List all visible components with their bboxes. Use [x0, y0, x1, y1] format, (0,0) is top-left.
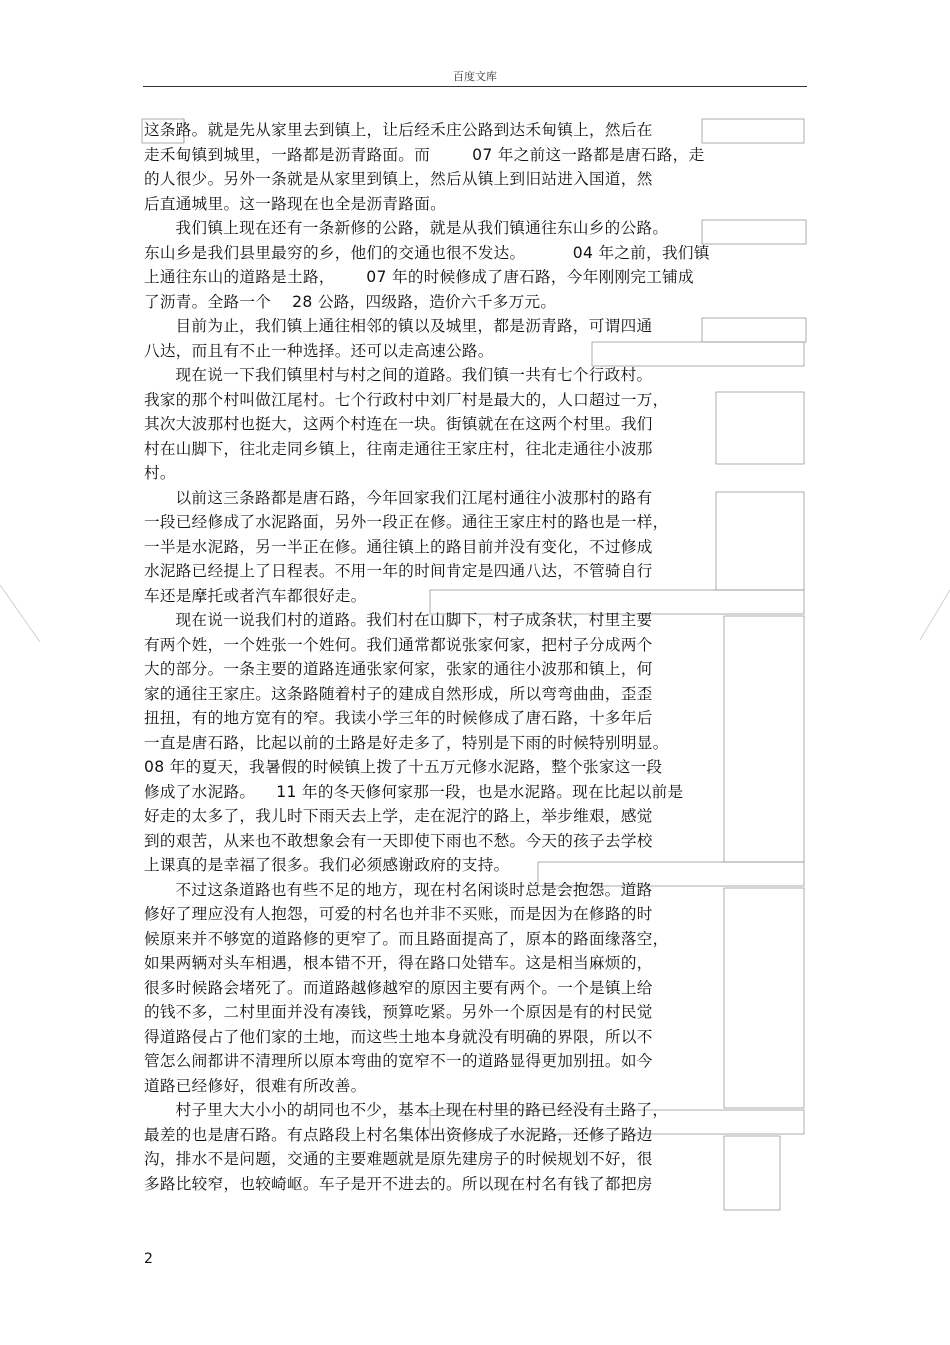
text-line: 一半是水泥路，另一半正在修。通往镇上的路目前并没有变化，不过修成 — [144, 537, 653, 556]
text-line: 上通往东山的道路是土路， 07 年的时候修成了唐石路，今年刚刚完工铺成 — [144, 268, 694, 286]
text-line: 08 年的夏天，我暑假的时候镇上拨了十五万元修水泥路，整个张家这一段 — [144, 758, 663, 776]
text-line: 东山乡是我们县里最穷的乡，他们的交通也很不发达。 04 年之前，我们镇 — [144, 243, 710, 262]
text-line: 好走的太多了，我儿时下雨天去上学，走在泥泞的路上，举步维艰，感觉 — [144, 807, 653, 825]
text-line: 了沥青。全路一个 28 公路，四级路，造价六千多万元。 — [144, 292, 557, 311]
text-line: 八达，而且有不止一种选择。还可以走高速公路。 — [144, 341, 494, 360]
header-rule — [143, 86, 807, 87]
text-line: 这条路。就是先从家里去到镇上，让后经禾庄公路到达禾甸镇上，然后在 — [144, 121, 653, 139]
text-line: 大的部分。一条主要的道路连通张家何家，张家的通往小波那和镇上，何 — [144, 660, 653, 678]
text-line: 一段已经修成了水泥路面，另外一段正在修。通往王家庄村的路也是一样， — [144, 513, 669, 531]
text-line: 后直通城里。这一路现在也全是沥青路面。 — [144, 194, 446, 213]
text-line: 道路已经修好，很难有所改善。 — [144, 1076, 367, 1095]
text-line: 水泥路已经提上了日程表。不用一年的时间肯定是四通八达，不管骑自行 — [144, 562, 653, 580]
page-header: 百度文库 — [453, 70, 497, 83]
text-line: 到的艰苦，从来也不敢想象会有一天即使下雨也不愁。今天的孩子去学校 — [144, 831, 653, 850]
text-line: 走禾甸镇到城里，一路都是沥青路面。而 07 年之前这一路都是唐石路，走 — [144, 145, 705, 164]
page-number: 2 — [144, 1251, 153, 1267]
text-line: 村。 — [144, 464, 176, 482]
text-line: 其次大波那村也挺大，这两个村连在一块。街镇就在在这两个村里。我们 — [144, 415, 653, 433]
text-line: 的人很少。另外一条就是从家里到镇上，然后从镇上到旧站进入国道，然 — [144, 170, 653, 188]
text-line: 我家的那个村叫做江尾村。七个行政村中刘厂村是最大的，人口超过一万， — [144, 390, 669, 409]
text-line: 修成了水泥路。 11 年的冬天修何家那一段，也是水泥路。现在比起以前是 — [144, 782, 684, 801]
text-line: 我们镇上现在还有一条新修的公路，就是从我们镇通往东山乡的公路。 — [144, 219, 669, 237]
text-line: 得道路侵占了他们家的土地，而这些土地本身就没有明确的界限，所以不 — [144, 1027, 653, 1046]
text-line: 村子里大大小小的胡同也不少，基本上现在村里的路已经没有土路了， — [144, 1101, 669, 1119]
text-line: 扭扭，有的地方宽有的窄。我读小学三年的时候修成了唐石路，十多年后 — [144, 709, 653, 727]
text-line: 目前为止，我们镇上通往相邻的镇以及城里，都是沥青路，可谓四通 — [144, 317, 653, 335]
text-line: 不过这条道路也有些不足的地方，现在村名闲谈时总是会抱怨。道路 — [144, 880, 653, 899]
text-line: 现在说一下我们镇里村与村之间的道路。我们镇一共有七个行政村。 — [144, 366, 653, 384]
text-line: 候原来并不够宽的道路修的更窄了。而且路面提高了，原本的路面缘落空， — [144, 929, 669, 948]
text-line: 修好了理应没有人抱怨，可爱的村名也并非不买账，而是因为在修路的时 — [144, 905, 653, 923]
text-line: 如果两辆对头车相遇，根本错不开，得在路口处错车。这是相当麻烦的， — [144, 954, 653, 972]
text-line: 车还是摩托或者汽车都很好走。 — [144, 586, 367, 605]
text-line: 管怎么闹都讲不清理所以原本弯曲的宽窄不一的道路显得更加别扭。如今 — [144, 1052, 653, 1070]
text-line: 以前这三条路都是唐石路，今年回家我们江尾村通往小波那村的路有 — [144, 488, 653, 507]
text-line: 很多时候路会堵死了。而道路越修越窄的原因主要有两个。一个是镇上给 — [144, 978, 653, 997]
text-line: 村在山脚下，往北走同乡镇上，往南走通往王家庄村，往北走通往小波那 — [144, 439, 653, 458]
text-line: 有两个姓，一个姓张一个姓何。我们通常都说张家何家，把村子分成两个 — [144, 635, 653, 654]
text-line: 现在说一说我们村的道路。我们村在山脚下，村子成条状，村里主要 — [144, 611, 653, 629]
text-line: 一直是唐石路，比起以前的土路是好走多了，特别是下雨的时候特别明显。 — [144, 733, 669, 752]
text-line: 多路比较窄，也较崎岖。车子是开不进去的。所以现在村名有钱了都把房 — [144, 1174, 653, 1193]
text-line: 上课真的是幸福了很多。我们必须感谢政府的支持。 — [144, 856, 510, 874]
text-line: 最差的也是唐石路。有点路段上村名集体出资修成了水泥路，还修了路边 — [144, 1125, 653, 1144]
text-line: 沟，排水不是问题，交通的主要难题就是原先建房子的时候规划不好，很 — [144, 1150, 653, 1168]
body-text — [144, 118, 804, 1196]
text-line: 的钱不多，二村里面并没有凑钱，预算吃紧。另外一个原因是有的村民觉 — [144, 1003, 653, 1021]
text-line: 家的通往王家庄。这条路随着村子的建成自然形成，所以弯弯曲曲，歪歪 — [144, 684, 653, 703]
